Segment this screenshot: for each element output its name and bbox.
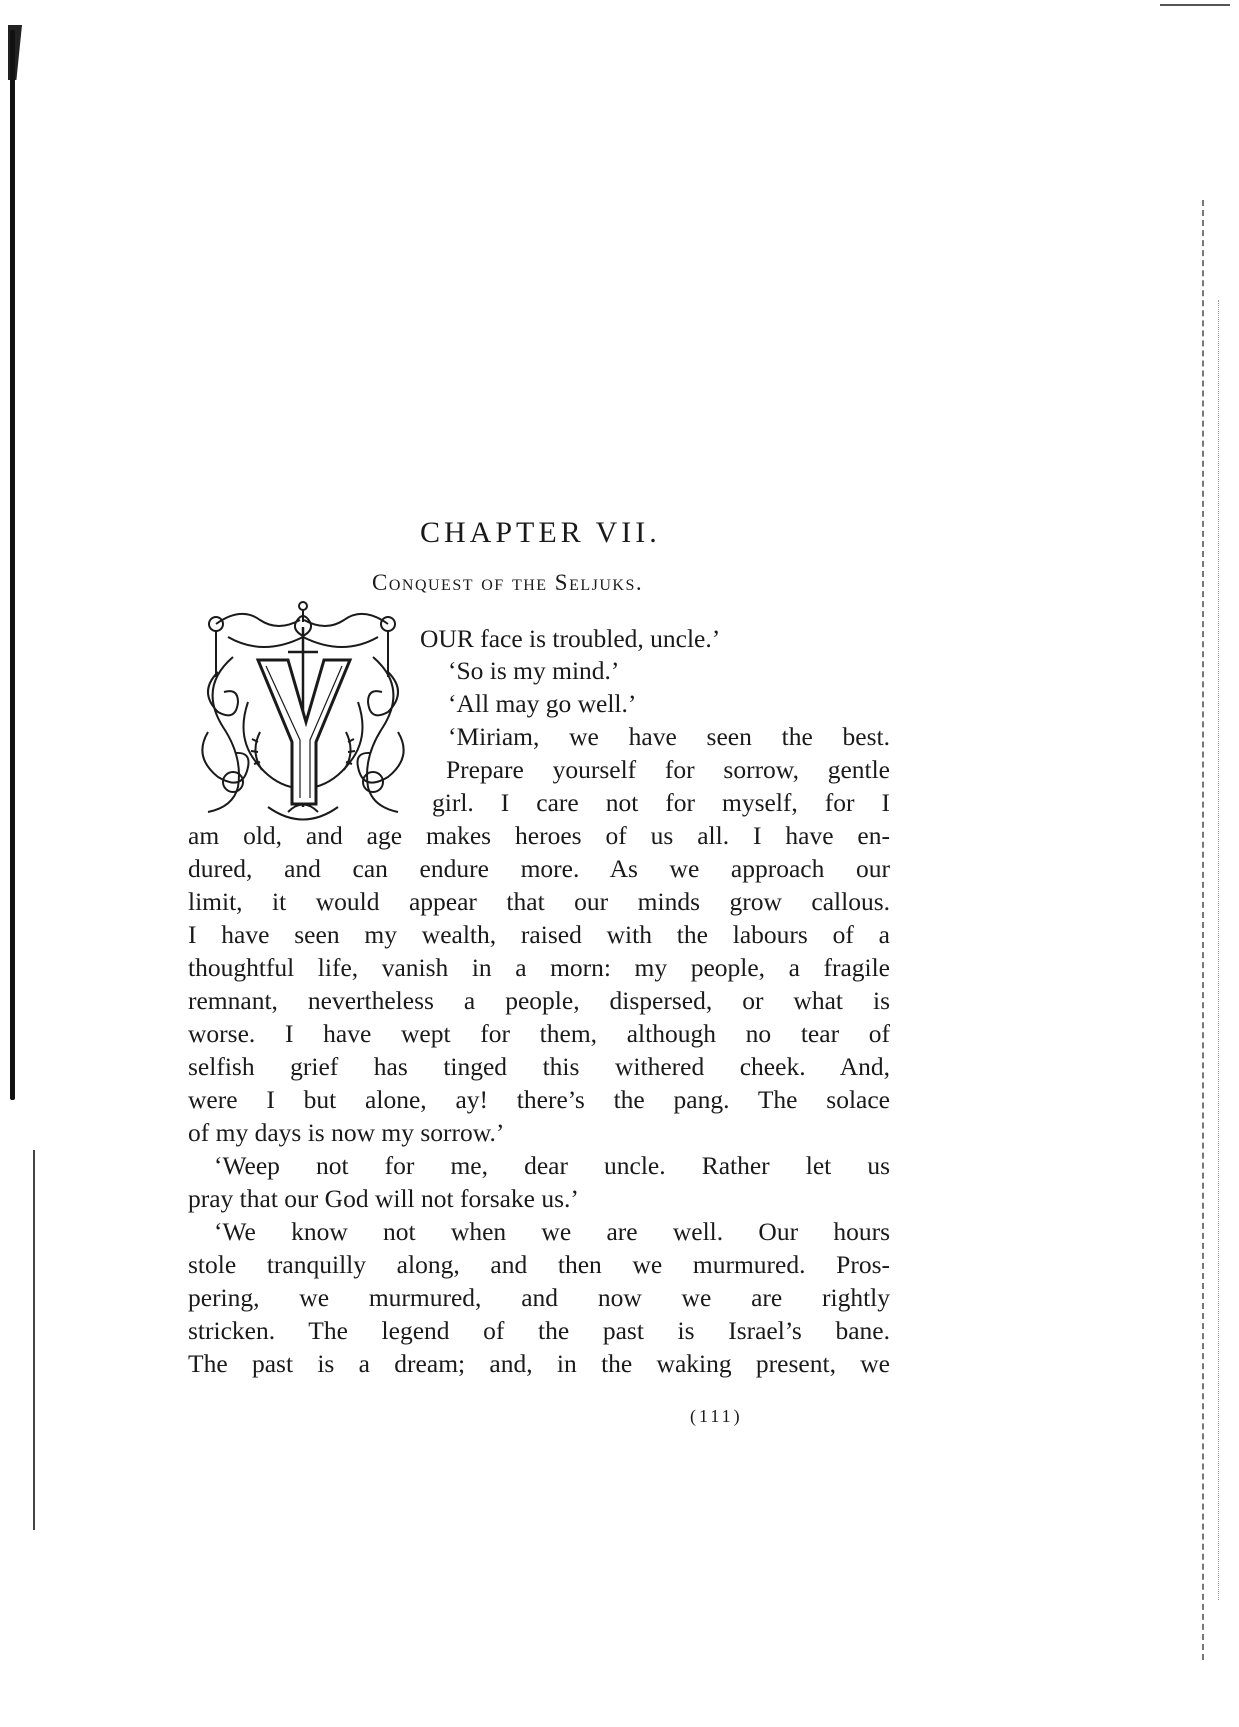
text-line: girl. I care not for myself, for I — [432, 788, 890, 817]
text-line: ‘Miriam, we have seen the best. — [448, 722, 890, 751]
text-line: ‘All may go well.’ — [448, 689, 637, 718]
text-line: I have seen my wealth, raised with the labours of a — [188, 920, 890, 949]
scan-corner-mark — [1160, 4, 1230, 6]
text-line: selfish grief has tinged this withered cheek. And, — [188, 1052, 890, 1081]
text-line: stole tranquilly along, and then we murmured. Pros- — [188, 1250, 890, 1279]
text-line: pering, we murmured, and now we are rightly — [188, 1283, 890, 1312]
ornamental-drop-cap — [188, 582, 418, 827]
text-line: The past is a dream; and, in the waking present, we — [188, 1349, 890, 1378]
scan-page-edge-right — [1202, 200, 1206, 1660]
text-line: of my days is now my sorrow.’ — [188, 1118, 505, 1147]
text-line: dured, and can endure more. As we approach our — [188, 854, 890, 883]
scan-page-edge-right-inner — [1218, 300, 1220, 1600]
text-line: ‘So is my mind.’ — [448, 656, 620, 685]
chapter-subtitle: Conquest of the Seljuks. — [372, 570, 644, 595]
scan-edge-line — [33, 1150, 35, 1530]
text-line: worse. I have wept for them, although no tear of — [188, 1019, 890, 1048]
text-line: were I but alone, ay! there’s the pang. The solace — [188, 1085, 890, 1114]
text-line: ‘Weep not for me, dear uncle. Rather let us — [214, 1151, 890, 1180]
text-line: OUR face is troubled, uncle.’ — [420, 624, 721, 653]
text-line: remnant, nevertheless a people, dispersed, or what is — [188, 986, 890, 1015]
text-line: stricken. The legend of the past is Israel’s bane. — [188, 1316, 890, 1345]
text-line: limit, it would appear that our minds grow callous. — [188, 887, 890, 916]
text-line: pray that our God will not forsake us.’ — [188, 1184, 579, 1213]
chapter-title: CHAPTER VII. — [420, 516, 661, 549]
text-line: ‘We know not when we are well. Our hours — [214, 1217, 890, 1246]
page-number: (111) — [690, 1406, 743, 1426]
scan-binding-edge — [10, 30, 15, 1100]
text-line: Prepare yourself for sorrow, gentle — [446, 755, 890, 784]
text-line: am old, and age makes heroes of us all. I have en- — [188, 821, 890, 850]
text-line: thoughtful life, vanish in a morn: my people, a fragile — [188, 953, 890, 982]
